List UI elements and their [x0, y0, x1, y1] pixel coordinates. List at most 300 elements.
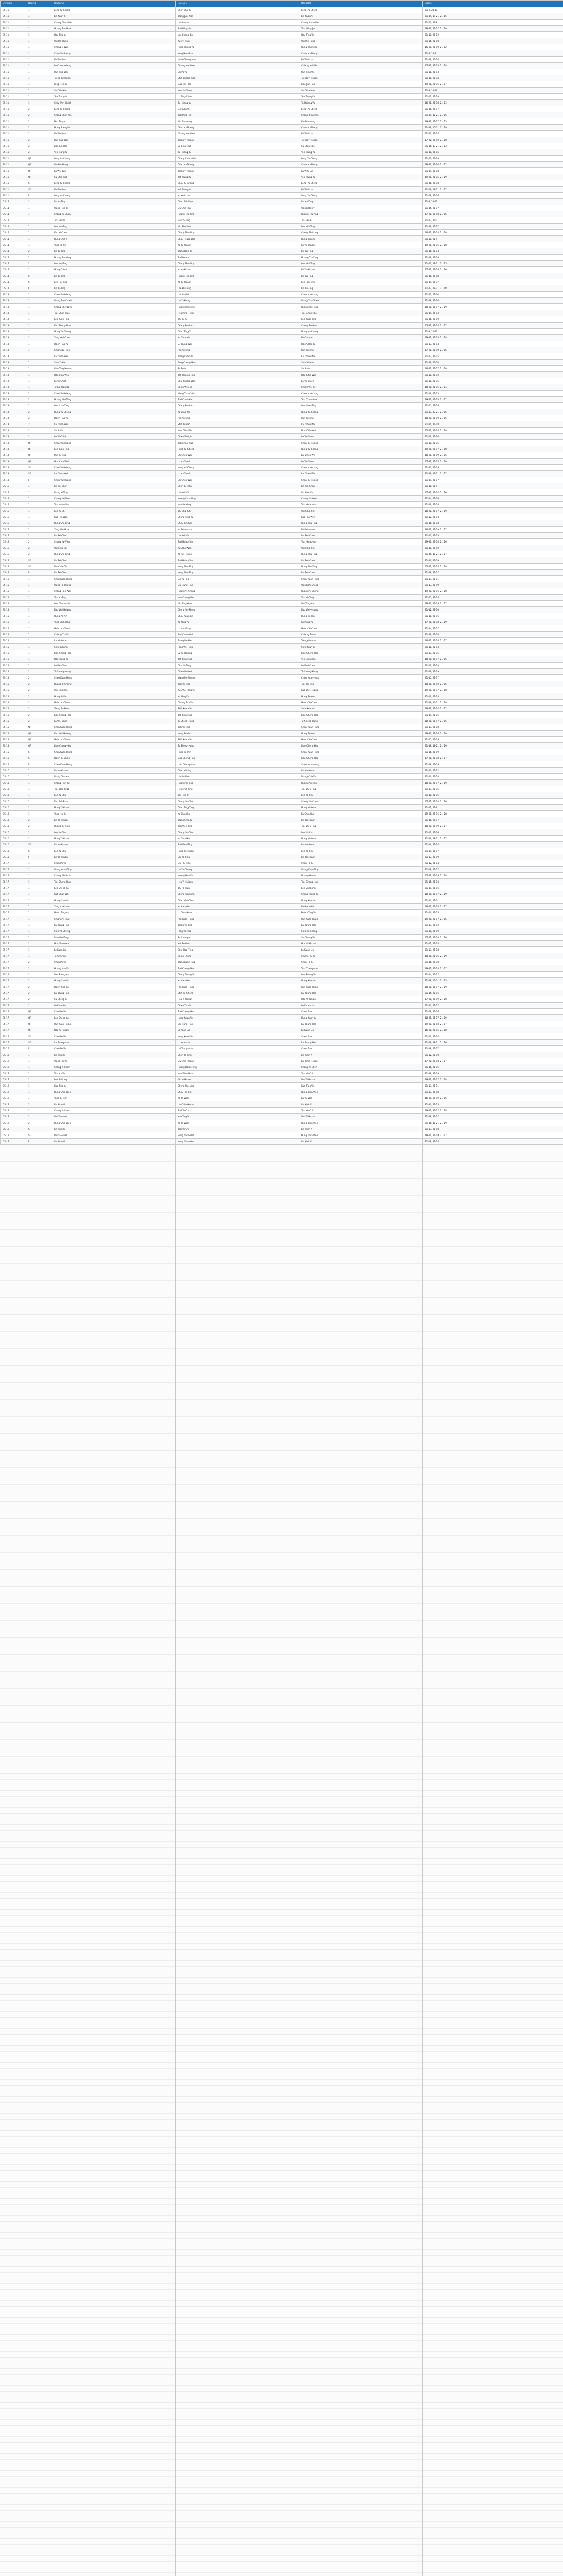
player-b-cell[interactable]: Su Po-Yu — [176, 366, 299, 372]
player-a-cell[interactable]: Yeh Tsung-Yu — [52, 149, 176, 156]
player-a-cell[interactable]: Yeh Tsung-Yu — [52, 94, 176, 100]
player-a-cell[interactable]: Chen Po-Yu — [52, 860, 176, 867]
player-a-cell[interactable]: Hung Chia-Yi — [52, 236, 176, 242]
result-cell[interactable]: Kuo Ting-Yu — [299, 1083, 423, 1089]
result-cell[interactable]: Lai Chen-Wei — [299, 452, 423, 459]
result-cell[interactable]: Lee Ya-Chu — [299, 829, 423, 836]
result-cell[interactable]: Hung Shu-Ting — [299, 520, 423, 527]
result-cell[interactable]: Lin Ya-Hsuan — [299, 854, 423, 860]
player-b-cell[interactable]: Chien Tzu-Yu — [176, 953, 299, 959]
result-cell[interactable]: Ko Ming-Yu — [299, 619, 423, 625]
player-a-cell[interactable]: Pan Ting-Wei — [52, 69, 176, 75]
player-a-cell[interactable]: Lee Hui-Ting — [52, 279, 176, 285]
player-b-cell[interactable]: Chou Yu-Sheng — [176, 180, 299, 187]
player-b-cell[interactable]: Shih Po-Sheng — [176, 990, 299, 996]
player-a-cell[interactable]: Huang Hao-Yu — [52, 965, 176, 972]
player-a-cell[interactable]: Fang Hsin-Yu — [52, 81, 176, 88]
player-a-cell[interactable]: Lai Tsung-Han — [52, 990, 176, 996]
result-cell[interactable]: Ko Wei-Lun — [299, 57, 423, 63]
player-a-cell[interactable]: Chang Chun-Wei — [52, 112, 176, 118]
player-a-cell[interactable]: Chang Hsin-Ju — [52, 780, 176, 786]
player-a-cell[interactable]: Hung Shu-Ting — [52, 551, 176, 557]
player-a-cell[interactable]: Huang Wei-Ting — [52, 397, 176, 403]
player-b-cell[interactable]: Hsu Chia-Ying — [176, 786, 299, 792]
player-b-cell[interactable]: Pan Kuan-Hung — [176, 916, 299, 922]
result-cell[interactable]: Chien Tzu-Yu — [299, 953, 423, 959]
player-a-cell[interactable]: Hung Sheng-Yu — [52, 125, 176, 131]
player-b-cell[interactable]: Hung Yi-Hsuan — [176, 848, 299, 854]
result-cell[interactable]: Shih Kuan-Yu — [299, 706, 423, 712]
result-cell[interactable]: Lai Tsung-Han — [299, 922, 423, 928]
player-b-cell[interactable]: Liu Hsin-Yu — [176, 489, 299, 496]
player-a-cell[interactable]: Wu Ting-Hao — [52, 687, 176, 693]
player-a-cell[interactable]: Lee Ya-Chu — [52, 792, 176, 799]
player-b-cell[interactable]: Ko Chia-Hui — [176, 811, 299, 817]
result-cell[interactable]: Lo Kuan-Lin — [299, 1027, 423, 1033]
player-a-cell[interactable]: Hung Yu-Cheng — [52, 409, 176, 415]
result-cell[interactable]: Ko Yu-Hsuan — [299, 242, 423, 248]
player-b-cell[interactable]: Yeh Hsiang-Ting — [176, 372, 299, 378]
player-a-cell[interactable]: Liao Cheng-Hao — [52, 743, 176, 749]
result-cell[interactable]: Wu Yi-Hsuan — [299, 1114, 423, 1120]
player-b-cell[interactable]: Huang Yu-Ting — [176, 780, 299, 786]
player-b-cell[interactable]: Ko Ming-Yu — [176, 693, 299, 700]
result-cell[interactable]: Lin Yu-Ting — [299, 199, 423, 205]
result-cell[interactable]: Hung Yi-Hsuan — [299, 805, 423, 811]
player-b-cell[interactable]: Su Chia-Hao — [176, 143, 299, 149]
player-b-cell[interactable]: Tsai Ming-Jie — [176, 26, 299, 32]
result-cell[interactable]: Lee Kuan-Ting — [299, 403, 423, 409]
player-b-cell[interactable]: Chiu Sheng-Wen — [176, 378, 299, 384]
result-cell[interactable]: Hsieh Ting-Yu — [299, 910, 423, 916]
player-b-cell[interactable]: Su Cheng-Yu — [176, 935, 299, 941]
player-b-cell[interactable]: Chiang Tzu-Yu — [176, 700, 299, 706]
player-b-cell[interactable]: Liu Chia-Hsuan — [176, 1101, 299, 1108]
player-a-cell[interactable]: Lai Chen-Wei — [52, 353, 176, 360]
result-cell[interactable]: Tsai Yu-Ting — [299, 681, 423, 687]
player-b-cell[interactable]: Wang Chia-Yu — [176, 817, 299, 823]
player-b-cell[interactable]: Tseng Kuan-Yu — [176, 353, 299, 360]
result-cell[interactable]: Lai Chen-Wei — [299, 471, 423, 477]
player-a-cell[interactable]: Yang Hui-Ju — [52, 811, 176, 817]
player-b-cell[interactable]: Lu Hao-Ting — [176, 625, 299, 632]
player-a-cell[interactable]: Lin Pei-Chen — [52, 557, 176, 564]
result-cell[interactable]: Tseng Yi-Hsuan — [299, 75, 423, 81]
player-a-cell[interactable]: Wu Pin-Hung — [52, 162, 176, 168]
player-b-cell[interactable]: Lo Yu-Chieh — [176, 471, 299, 477]
player-b-cell[interactable]: Tsai Hsiao-Yun — [176, 539, 299, 545]
player-a-cell[interactable]: Cheng Li-Wei — [52, 44, 176, 50]
player-a-cell[interactable]: Shih Po-Sheng — [52, 928, 176, 935]
result-cell[interactable]: Lee Ya-Chu — [299, 792, 423, 799]
player-a-cell[interactable]: Liao Jun-Hao — [52, 143, 176, 149]
player-a-cell[interactable]: Lai Tsung-Han — [52, 922, 176, 928]
player-b-cell[interactable]: Wang Hsin-Yi — [176, 248, 299, 255]
player-a-cell[interactable]: Lai Yi-Hsuan — [52, 638, 176, 644]
result-cell[interactable]: Lin Ya-Hsuan — [299, 842, 423, 848]
player-a-cell[interactable]: Lai Chen-Wei — [52, 421, 176, 428]
player-b-cell[interactable]: Wu Hsin-Yi — [176, 792, 299, 799]
player-a-cell[interactable]: Chang Yu-Chen — [52, 211, 176, 217]
result-cell[interactable]: Lai Tsung-Han — [299, 1021, 423, 1027]
result-cell[interactable]: Chen Yu-Hsiang — [299, 292, 423, 298]
result-cell[interactable]: Hung Yu-Cheng — [299, 409, 423, 415]
player-b-cell[interactable]: Ko Chia-Hui — [176, 836, 299, 842]
player-a-cell[interactable]: Lin Hsin-Yi — [52, 1052, 176, 1058]
player-b-cell[interactable]: Chiu Hao-Ting — [176, 947, 299, 953]
player-a-cell[interactable]: Lin Pei-Chen — [52, 533, 176, 539]
player-a-cell[interactable]: Wu Pin-Hung — [52, 38, 176, 44]
result-cell[interactable]: Tsai Yu-Chi — [299, 1108, 423, 1114]
player-a-cell[interactable]: Ko Wei-Lun — [52, 168, 176, 174]
result-cell[interactable]: Pan Yu-Ting — [299, 415, 423, 421]
result-cell[interactable]: Su Chia-Hao — [299, 143, 423, 149]
result-cell[interactable]: Chang Chun-Wei — [299, 20, 423, 26]
player-b-cell[interactable]: Yeh Po-Wei — [176, 941, 299, 947]
result-cell[interactable]: Tseng Yi-Hsuan — [299, 137, 423, 143]
player-b-cell[interactable]: Tu Sheng-Hung — [176, 743, 299, 749]
result-cell[interactable]: Ko Ya-Wen — [299, 1095, 423, 1101]
player-b-cell[interactable]: Chiang Kai-Wen — [176, 63, 299, 69]
result-cell[interactable]: Hsu Ting-Yu — [299, 32, 423, 38]
player-b-cell[interactable]: Hou Yu-Chen — [176, 88, 299, 94]
player-a-cell[interactable]: Tsai Wen-Ting — [52, 786, 176, 792]
player-b-cell[interactable]: Wang Po-Sheng — [176, 675, 299, 681]
player-a-cell[interactable]: Hung Chia-Wen — [52, 1089, 176, 1095]
player-b-cell[interactable]: Liu Chia-Hsuan — [176, 1058, 299, 1064]
player-a-cell[interactable]: Tu Yu-Chen — [52, 953, 176, 959]
player-a-cell[interactable]: Shih Kuan-Yu — [52, 644, 176, 650]
result-cell[interactable]: Su Chia-Hao — [299, 88, 423, 94]
player-b-cell[interactable]: Cheng Tsung-Yu — [176, 972, 299, 978]
player-a-cell[interactable]: Wu Yi-Hsuan — [52, 1132, 176, 1139]
result-cell[interactable]: Lo Wei-Chen — [299, 663, 423, 669]
player-b-cell[interactable]: Lee Hui-Ting — [176, 285, 299, 292]
player-a-cell[interactable]: Hou Chia-Wei — [52, 459, 176, 465]
player-a-cell[interactable]: Chang Cheng-Yu — [52, 304, 176, 310]
player-b-cell[interactable]: Lo Kuan-Lin — [176, 1027, 299, 1033]
result-cell[interactable]: Chen Kuan-Hung — [299, 724, 423, 731]
player-b-cell[interactable]: Lin Kuan-Yi — [176, 106, 299, 112]
player-a-cell[interactable]: Hsieh Yu-Chen — [52, 755, 176, 761]
player-b-cell[interactable]: Tsai Yu-Ting — [176, 724, 299, 731]
result-cell[interactable]: Hung Chia-Wen — [299, 1120, 423, 1126]
result-cell[interactable]: Lin Yu-Ting — [299, 273, 423, 279]
player-a-cell[interactable]: Hung Kuan-Yu — [52, 978, 176, 984]
result-cell[interactable]: Wang Hsin-Yi — [299, 205, 423, 211]
player-b-cell[interactable]: Wu Shu-Fen — [176, 224, 299, 230]
result-cell[interactable]: Wang Chia-Yu — [299, 774, 423, 780]
player-b-cell[interactable]: Kuo Wei-Hsiang — [176, 687, 299, 693]
player-b-cell[interactable]: Fang Cheng-Han — [176, 360, 299, 366]
result-cell[interactable]: Chen Kuan-Hung — [299, 675, 423, 681]
result-cell[interactable]: Hung Chia-Yi — [299, 236, 423, 242]
player-a-cell[interactable]: Chang Ya-Wen — [52, 496, 176, 502]
player-a-cell[interactable]: Tsai Yu-Ting — [52, 595, 176, 601]
player-a-cell[interactable]: Hung Yi-Hsuan — [52, 836, 176, 842]
result-cell[interactable]: Shih Yi-Hao — [299, 360, 423, 366]
header-division[interactable]: Division — [1, 1, 26, 7]
player-a-cell[interactable]: Hsieh Hao-Yu — [52, 341, 176, 347]
player-b-cell[interactable]: Chiu Yu-Ting — [176, 663, 299, 669]
player-b-cell[interactable]: Hsu Pei-Ying — [176, 502, 299, 508]
player-a-cell[interactable]: Tsai Hsiao-Yun — [52, 502, 176, 508]
result-cell[interactable]: Pan Kuan-Hung — [299, 916, 423, 922]
player-b-cell[interactable]: Tsai Wen-Ting — [176, 842, 299, 848]
result-cell[interactable]: Lo Kuan-Lin — [299, 1003, 423, 1009]
player-b-cell[interactable]: Cheng Mei-Ling — [176, 230, 299, 236]
player-b-cell[interactable]: Hou Yi-Hsuan — [176, 996, 299, 1003]
player-a-cell[interactable]: Su Chia-Hao — [52, 88, 176, 94]
player-a-cell[interactable]: Leng Yu-Cheng — [52, 106, 176, 112]
result-cell[interactable]: Hsieh Yu-Chen — [299, 737, 423, 743]
result-cell[interactable]: Liu Hsin-Yu — [299, 489, 423, 496]
player-a-cell[interactable]: Chen Kuan-Hung — [52, 749, 176, 755]
player-b-cell[interactable]: Lai Chen-Wei — [176, 452, 299, 459]
player-b-cell[interactable]: Wu Yi-Hsuan — [176, 1077, 299, 1083]
player-b-cell[interactable]: Ko Pei-Hsuan — [176, 551, 299, 557]
result-cell[interactable]: Tsai Hsiao-Yun — [299, 539, 423, 545]
player-b-cell[interactable]: Hsu Wen-Hsin — [176, 1071, 299, 1077]
player-a-cell[interactable]: Chen Kuan-Hung — [52, 761, 176, 768]
result-cell[interactable]: Hsieh Hao-Yu — [299, 341, 423, 347]
player-b-cell[interactable]: Cheng Po-Han — [176, 323, 299, 329]
player-a-cell[interactable]: Yang Chih-Hao — [52, 619, 176, 625]
player-b-cell[interactable]: Wang Jun-Xian — [176, 13, 299, 20]
player-a-cell[interactable]: Chen Yu-Hsiang — [52, 465, 176, 471]
player-b-cell[interactable]: Hsu Ming-Hsun — [176, 310, 299, 316]
player-b-cell[interactable]: Shih Kuan-Yu — [176, 737, 299, 743]
player-a-cell[interactable]: Lin Ya-Hsuan — [52, 817, 176, 823]
result-cell[interactable]: Tsai Cheng-Han — [299, 879, 423, 885]
result-cell[interactable]: Yeh Tsung-Yu — [299, 174, 423, 180]
player-a-cell[interactable]: Su Chia-Hao — [52, 174, 176, 180]
player-a-cell[interactable]: Pan Ting-Wei — [52, 137, 176, 143]
player-b-cell[interactable]: Lu Tsung-Wei — [176, 341, 299, 347]
header-score[interactable]: Score — [423, 1, 563, 7]
result-cell[interactable]: Tsai Ming-Jie — [299, 26, 423, 32]
player-b-cell[interactable]: Cheng Yu-Chen — [176, 799, 299, 805]
player-a-cell[interactable]: Lee Kuan-Ting — [52, 446, 176, 452]
result-cell[interactable]: Tsai Yu-Chi — [299, 1071, 423, 1077]
player-a-cell[interactable]: Hung Shu-Ting — [52, 520, 176, 527]
result-cell[interactable]: Ko Wei-Lun — [299, 131, 423, 137]
result-cell[interactable]: Tsai Chun-Hao — [299, 397, 423, 403]
result-cell[interactable]: Lee Kuan-Ting — [299, 316, 423, 323]
result-cell[interactable]: Hung Kuan-Yu — [299, 897, 423, 904]
player-a-cell[interactable]: Liao Cheng-Hao — [52, 650, 176, 656]
player-a-cell[interactable]: Hsieh Yu-Chen — [52, 737, 176, 743]
result-cell[interactable]: Lo Yu-Chieh — [299, 378, 423, 384]
result-cell[interactable]: Tsai Hsiao-Yun — [299, 502, 423, 508]
player-a-cell[interactable]: Lin Ya-Hsuan — [52, 854, 176, 860]
player-a-cell[interactable]: Hung Kuan-Yu — [52, 897, 176, 904]
result-cell[interactable]: Chen Kuan-Hung — [299, 761, 423, 768]
result-cell[interactable]: Leng Yu-Cheng — [299, 156, 423, 162]
player-a-cell[interactable]: Chang Ya-Wen — [52, 539, 176, 545]
player-b-cell[interactable]: Chiang Kai-Wen — [176, 131, 299, 137]
player-b-cell[interactable]: Liu Yi-Hung — [176, 298, 299, 304]
result-cell[interactable]: Ko Wei-Lun — [299, 168, 423, 174]
result-cell[interactable]: Liao Cheng-Hao — [299, 650, 423, 656]
player-a-cell[interactable]: Lin Pei-Chen — [52, 570, 176, 576]
player-a-cell[interactable]: Hsu Ting-Yu — [52, 118, 176, 125]
player-b-cell[interactable]: Wu Pin-Hung — [176, 118, 299, 125]
result-cell[interactable]: Lee Hui-Ting — [299, 261, 423, 267]
player-b-cell[interactable]: Hung Yu-Cheng — [176, 446, 299, 452]
player-a-cell[interactable]: Lee Hui-Ting — [52, 261, 176, 267]
player-b-cell[interactable]: Hung Kuan-Yu — [176, 1033, 299, 1040]
result-cell[interactable]: Hung Kuan-Yu — [299, 978, 423, 984]
result-cell[interactable]: Cheng Tsung-Yu — [299, 891, 423, 897]
player-b-cell[interactable]: Pan Yu-Ting — [176, 415, 299, 421]
player-a-cell[interactable]: Leng Yu-Cheng — [52, 193, 176, 199]
player-b-cell[interactable]: Chen Pei-Shan — [176, 199, 299, 205]
player-b-cell[interactable]: Tsai Chun-Hao — [176, 440, 299, 446]
player-b-cell[interactable]: Ko Yu-Hsuan — [176, 279, 299, 285]
player-a-cell[interactable]: Yang Yu-Hsuan — [52, 904, 176, 910]
player-b-cell[interactable]: Tu Hsiang-Yu — [176, 149, 299, 156]
player-b-cell[interactable]: Chou Kuan-Lin — [176, 613, 299, 619]
player-b-cell[interactable]: Shih Cheng-Hao — [176, 75, 299, 81]
player-b-cell[interactable]: Pan Yu-Ting — [176, 347, 299, 353]
player-a-cell[interactable]: Chen Yu-Hsiang — [52, 477, 176, 483]
player-b-cell[interactable]: Kuo Ting-Yu — [176, 1114, 299, 1120]
player-b-cell[interactable]: Wang Kuan-Ting — [176, 959, 299, 965]
result-cell[interactable]: Lo Kuan-Lin — [299, 947, 423, 953]
player-a-cell[interactable]: Lee Pei-Ling — [52, 1077, 176, 1083]
player-a-cell[interactable]: Lin Yu-Ting — [52, 273, 176, 279]
result-cell[interactable]: Tu Hsiang-Yu — [299, 100, 423, 106]
player-a-cell[interactable]: Chen Po-Yu — [52, 959, 176, 965]
player-a-cell[interactable]: Tu Sheng-Hung — [52, 669, 176, 675]
result-cell[interactable]: Hung Shu-Ting — [299, 551, 423, 557]
player-b-cell[interactable]: Cheng Ting-Yu — [176, 514, 299, 520]
player-a-cell[interactable]: Hung Po-Yen — [52, 693, 176, 700]
result-cell[interactable]: Lai Tsung-Han — [299, 990, 423, 996]
player-a-cell[interactable]: Liao Wei-Ting — [52, 935, 176, 941]
player-b-cell[interactable]: Lin Yu-Hao — [176, 576, 299, 582]
player-b-cell[interactable]: Liu Po-Han — [176, 20, 299, 26]
player-a-cell[interactable]: Hou Yi-Hsuan — [52, 1027, 176, 1033]
result-cell[interactable]: Ko Yu-Hsuan — [299, 267, 423, 273]
player-a-cell[interactable]: Lin Yu-Ting — [52, 199, 176, 205]
player-a-cell[interactable]: Huang Tzu-Hao — [52, 26, 176, 32]
player-b-cell[interactable]: Hou Chia-Wei — [176, 428, 299, 434]
result-cell[interactable]: Huang Wei-Ting — [299, 304, 423, 310]
player-a-cell[interactable]: Hung Chia-Wen — [52, 1120, 176, 1126]
result-cell[interactable]: Hou Chia-Wei — [299, 372, 423, 378]
player-b-cell[interactable]: Lo Ping-Chun — [176, 94, 299, 100]
result-cell[interactable]: Hung Shu-Ting — [299, 564, 423, 570]
player-a-cell[interactable]: Ko Wei-Lun — [52, 131, 176, 137]
result-cell[interactable]: Chen Kuan-Hung — [299, 749, 423, 755]
player-a-cell[interactable]: Huang Tzu-Ying — [52, 255, 176, 261]
player-b-cell[interactable]: Hsu Yi-Hsiang — [176, 879, 299, 885]
player-a-cell[interactable]: Wang Po-Sheng — [52, 582, 176, 588]
player-b-cell[interactable]: Huang Tzu-Ying — [176, 273, 299, 279]
player-a-cell[interactable]: Tsai Cheng-Han — [52, 879, 176, 885]
player-b-cell[interactable]: Lo Kuan-Lin — [176, 1040, 299, 1046]
player-b-cell[interactable]: Hsu Ya-Ting — [176, 217, 299, 224]
result-cell[interactable]: Hsieh Yu-Chen — [299, 625, 423, 632]
result-cell[interactable]: Lee Ya-Chu — [299, 848, 423, 854]
player-b-cell[interactable]: Hung Po-Yen — [176, 749, 299, 755]
player-b-cell[interactable]: Wu Po-Han — [176, 885, 299, 891]
player-a-cell[interactable]: Tsai Chun-Hao — [52, 310, 176, 316]
player-b-cell[interactable]: Chou Ting-Yi — [176, 329, 299, 335]
player-b-cell[interactable]: Ko Ya-Wen — [176, 1120, 299, 1126]
player-a-cell[interactable]: Lee Sheng-Yu — [52, 972, 176, 978]
result-cell[interactable]: Wang Kuan-Ting — [299, 867, 423, 873]
result-cell[interactable]: Chang Ya-Wen — [299, 496, 423, 502]
result-cell[interactable]: Lee Sheng-Yu — [299, 972, 423, 978]
player-a-cell[interactable]: Liao Ting-Hsuan — [52, 366, 176, 372]
player-b-cell[interactable]: Yeh Tsung-Yu — [176, 174, 299, 180]
player-b-cell[interactable]: Su Yu-Hsiang — [176, 650, 299, 656]
player-a-cell[interactable]: Hou Chia-Wei — [52, 372, 176, 378]
result-cell[interactable]: Chen Po-Yu — [299, 959, 423, 965]
player-a-cell[interactable]: Huang Yi-Cheng — [52, 681, 176, 687]
player-a-cell[interactable]: Hung Chia-Yi — [52, 267, 176, 273]
player-b-cell[interactable]: Wang Tzu-Chieh — [176, 391, 299, 397]
result-cell[interactable]: Chen Po-Yu — [299, 1009, 423, 1015]
player-a-cell[interactable]: Chiang Tzu-Yu — [52, 632, 176, 638]
player-a-cell[interactable]: Lin Ya-Hsuan — [52, 842, 176, 848]
player-a-cell[interactable]: Kuo Chun-Wei — [52, 891, 176, 897]
player-b-cell[interactable]: Liu Chia-Hui — [176, 205, 299, 211]
player-b-cell[interactable]: Lai Tsung-Han — [176, 1046, 299, 1052]
player-a-cell[interactable]: Hung Yu-Cheng — [52, 329, 176, 335]
player-b-cell[interactable]: Kuo Yi-Ting — [176, 38, 299, 44]
player-b-cell[interactable]: Ko Pei-Hsuan — [176, 527, 299, 533]
player-b-cell[interactable]: Chou Wei-Chen — [176, 897, 299, 904]
player-a-cell[interactable]: Lin Hsin-Yi — [52, 1139, 176, 1145]
result-cell[interactable]: Ko Pei-Hsuan — [299, 527, 423, 533]
result-cell[interactable]: Huang Yu-Ting — [299, 780, 423, 786]
result-cell[interactable]: Cheng Yu-Chen — [299, 799, 423, 805]
player-a-cell[interactable]: Lo Kuan-Lin — [52, 1003, 176, 1009]
result-cell[interactable]: Su Cheng-Yu — [299, 935, 423, 941]
player-a-cell[interactable]: Lai Tsung-Han — [52, 1040, 176, 1046]
header-result[interactable]: Résultat — [299, 1, 423, 7]
result-cell[interactable]: Chang Yi-Chen — [299, 1064, 423, 1071]
result-cell[interactable]: Su Po-Yu — [299, 366, 423, 372]
result-cell[interactable]: Lin Ya-Hsuan — [299, 817, 423, 823]
player-a-cell[interactable]: Hou Tsung-Yu — [52, 656, 176, 663]
player-a-cell[interactable]: Lin Ya-Hsuan — [52, 768, 176, 774]
result-cell[interactable]: Hung Chia-Wen — [299, 1089, 423, 1095]
result-cell[interactable]: Tu Sheng-Hung — [299, 718, 423, 724]
result-cell[interactable]: Lin Yu-Ting — [299, 285, 423, 292]
result-cell[interactable]: Chen Yu-Hsiang — [299, 465, 423, 471]
player-a-cell[interactable]: Lee Kuan-Ting — [52, 403, 176, 409]
player-b-cell[interactable]: Liu Tsung-Han — [176, 582, 299, 588]
result-cell[interactable]: Hung Chia-Wen — [299, 1132, 423, 1139]
player-b-cell[interactable]: Tsai Pei-Yu — [176, 255, 299, 261]
result-cell[interactable]: Cheng Po-Han — [299, 323, 423, 329]
result-cell[interactable]: Yeh Chia-Hao — [299, 656, 423, 663]
player-b-cell[interactable]: Tsai Wen-Ting — [176, 823, 299, 829]
player-b-cell[interactable]: Pan Chun-Wei — [176, 632, 299, 638]
result-cell[interactable]: Chang Chun-Wei — [299, 112, 423, 118]
result-cell[interactable]: Hou Yi-Hsuan — [299, 941, 423, 947]
result-cell[interactable]: Kuo Wei-Hsiang — [299, 607, 423, 613]
player-b-cell[interactable]: Ko Yu-Hsuan — [176, 267, 299, 273]
result-cell[interactable]: Liao Cheng-Hao — [299, 712, 423, 718]
result-cell[interactable]: Hung Yu-Cheng — [299, 329, 423, 335]
player-b-cell[interactable]: Ko Chun-Yu — [176, 409, 299, 415]
